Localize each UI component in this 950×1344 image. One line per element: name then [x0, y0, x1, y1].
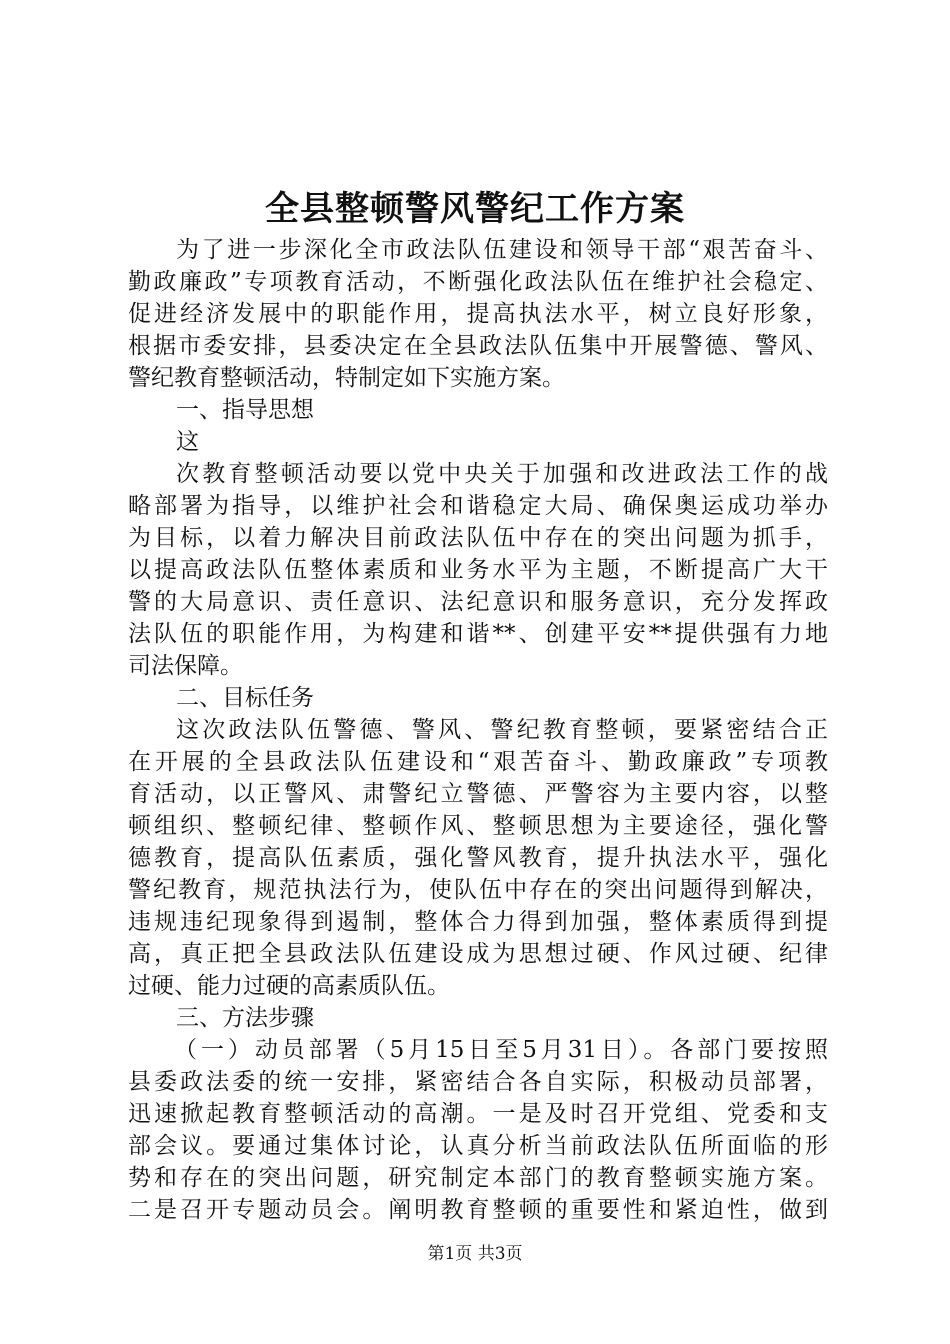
text-line: （一）动员部署（5月15日至5月31日）。各部门要按照 [174, 1037, 828, 1063]
text-line: 略部署为指导，以维护社会和谐稳定大局、确保奥运成功举办 [128, 493, 828, 519]
text-line: 部会议。要通过集体讨论，认真分析当前政法队伍所面临的形 [128, 1133, 828, 1159]
section-heading: 三、方法步骤 [176, 1005, 314, 1031]
text-line: 为目标，以着力解决目前政法队伍中存在的突出问题为抓手， [128, 525, 828, 551]
document-body [128, 234, 828, 1226]
text-line: 二是召开专题动员会。阐明教育整顿的重要性和紧迫性，做到 [128, 1197, 828, 1223]
text-line: 过硬、能力过硬的高素质队伍。 [128, 973, 450, 999]
text-line: 警纪教育整顿活动，特制定如下实施方案。 [128, 365, 565, 391]
text-line: 顿组织、整顿纪律、整顿作风、整顿思想为主要途径，强化警 [128, 813, 828, 839]
text-line: 为了进一步深化全市政法队伍建设和领导干部“艰苦奋斗、 [176, 237, 828, 263]
text-line: 县委政法委的统一安排，紧密结合各自实际，积极动员部署， [128, 1069, 828, 1095]
section-heading: 二、目标任务 [176, 685, 314, 711]
text-line: 次教育整顿活动要以党中央关于加强和改进政法工作的战 [176, 461, 828, 487]
text-line: 育活动，以正警风、肃警纪立警德、严警容为主要内容，以整 [128, 781, 828, 807]
text-line: 势和存在的突出问题，研究制定本部门的教育整顿实施方案。 [128, 1165, 828, 1191]
section-heading: 一、指导思想 [176, 397, 314, 423]
text-line: 促进经济发展中的职能作用，提高执法水平，树立良好形象， [128, 301, 828, 327]
text-line: 以提高政法队伍整体素质和业务水平为主题，不断提高广大干 [128, 557, 828, 583]
text-line: 迅速掀起教育整顿活动的高潮。一是及时召开党组、党委和支 [128, 1101, 828, 1127]
text-line: 违规违纪现象得到遏制，整体合力得到加强，整体素质得到提 [128, 909, 828, 935]
text-line: 勤政廉政”专项教育活动，不断强化政法队伍在维护社会稳定、 [128, 269, 828, 295]
text-line: 在开展的全县政法队伍建设和“艰苦奋斗、勤政廉政”专项教 [128, 749, 828, 775]
text-line: 这 [176, 429, 199, 455]
text-line: 这次政法队伍警德、警风、警纪教育整顿，要紧密结合正 [176, 717, 828, 743]
page-footer: 第1页 共3页 [427, 1244, 523, 1264]
text-line: 根据市委安排，县委决定在全县政法队伍集中开展警德、警风、 [128, 333, 828, 359]
document-title: 全县整顿警风警纪工作方案 [265, 189, 685, 229]
text-line: 高，真正把全县政法队伍建设成为思想过硬、作风过硬、纪律 [128, 941, 828, 967]
text-line: 德教育，提高队伍素质，强化警风教育，提升执法水平，强化 [128, 845, 828, 871]
text-line: 警的大局意识、责任意识、法纪意识和服务意识，充分发挥政 [128, 589, 828, 615]
text-line: 司法保障。 [128, 653, 243, 679]
text-line: 法队伍的职能作用，为构建和谐**、创建平安**提供强有力地 [128, 621, 828, 647]
text-line: 警纪教育，规范执法行为，使队伍中存在的突出问题得到解决， [128, 877, 828, 903]
